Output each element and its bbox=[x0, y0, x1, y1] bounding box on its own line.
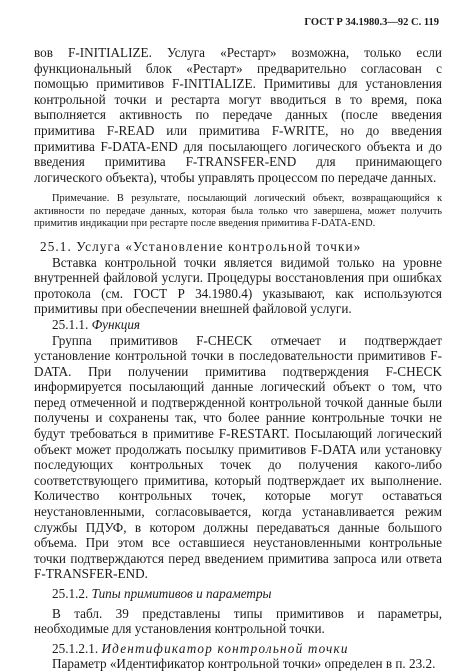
section-number: 25.1. bbox=[40, 238, 72, 254]
section-heading-25-1-2 bbox=[34, 586, 442, 602]
paragraph-continuation: вов F-INITIALIZE. Услуга «Рестарт» возможна, только если функциональный блок «Рестарт» предварительно согласован с помощью примитивов F-INITIALIZE. Примитивы для установления контрольной точки и рестарта могут вводиться в то время, пока выполняется активность по передаче данных (после введения примитива F-READ или примитива F-WRITE, но до введения примитива F-DATA-END для посылающего логического объекта и до введения примитива F-TRANSFER-END для принимающего логического объекта), чтобы управлять процессом по передаче данных. bbox=[34, 45, 442, 185]
section-title: Идентификатор контрольной точки bbox=[101, 640, 349, 656]
section-title: Функция bbox=[91, 316, 141, 332]
paragraph-parameter: Параметр «Идентификатор контрольной точки» определен в п. 23.2. bbox=[52, 656, 436, 672]
section-title: Услуга «Установление контрольной точки» bbox=[76, 238, 362, 254]
section-heading-25-1-2-1 bbox=[34, 641, 442, 657]
paragraph-table-ref: В табл. 39 представлены типы примитивов и параметры, необходимые для установления контрольной точки. bbox=[34, 605, 442, 637]
section-number: 25.1.2.1. bbox=[52, 640, 99, 656]
paragraph-checkpoint-visibility: Вставка контрольной точки является видимой только на уровне внутренней файловой услуги. Процедуры восстановления при ошибках протокола (см. ГОСТ Р 34.1980.4) указывают, как используются примитивы при обеспечении внешней файловой услуги. bbox=[34, 254, 442, 317]
section-heading-25-1-1 bbox=[34, 317, 442, 333]
section-title: Типы примитивов и параметры bbox=[91, 586, 272, 602]
section-heading-25-1 bbox=[34, 239, 442, 255]
page-body bbox=[34, 45, 442, 672]
note: Примечание. В результате, посылающий логический объект, возвращающийся к активности по передаче данных, которая была только что завершена, может получить примитив индикации при рестарте после введения примитива F-DATA-END. bbox=[34, 193, 442, 229]
section-number: 25.1.1. bbox=[52, 316, 89, 332]
page-header: ГОСТ Р 34.1980.3—92 С. 119 bbox=[304, 17, 439, 28]
section-number: 25.1.2. bbox=[52, 586, 89, 602]
paragraph-f-check: Группа примитивов F-CHECK отмечает и подтверждает установление контрольной точки в последовательности примитивов F-DATA. При получении примитива подтверждения F-CHECK информируется посылающий данные логический объект о том, что перед отмеченной и подтвержденной контрольной точкой данные были получены и сохранены так, что более ранние контрольные точки не будут требоваться в примитиве F-RESTART. Посылающий логический объект может продолжать посылку примитивов F-DATA или установку последующих контрольных точек до получения какого-либо соответствующего примитива, который подтверждает их выполнение. Количество контрольных точек, которые могут оставаться неустановленными, согласовывается, когда устанавливается режим службы ПДУФ, в котором должны передаваться данные большого объема. При этом все оставшиеся неустановленными контрольные точки подтверждаются перед введением примитива запроса или ответа F-TRANSFER-END. bbox=[34, 332, 442, 582]
